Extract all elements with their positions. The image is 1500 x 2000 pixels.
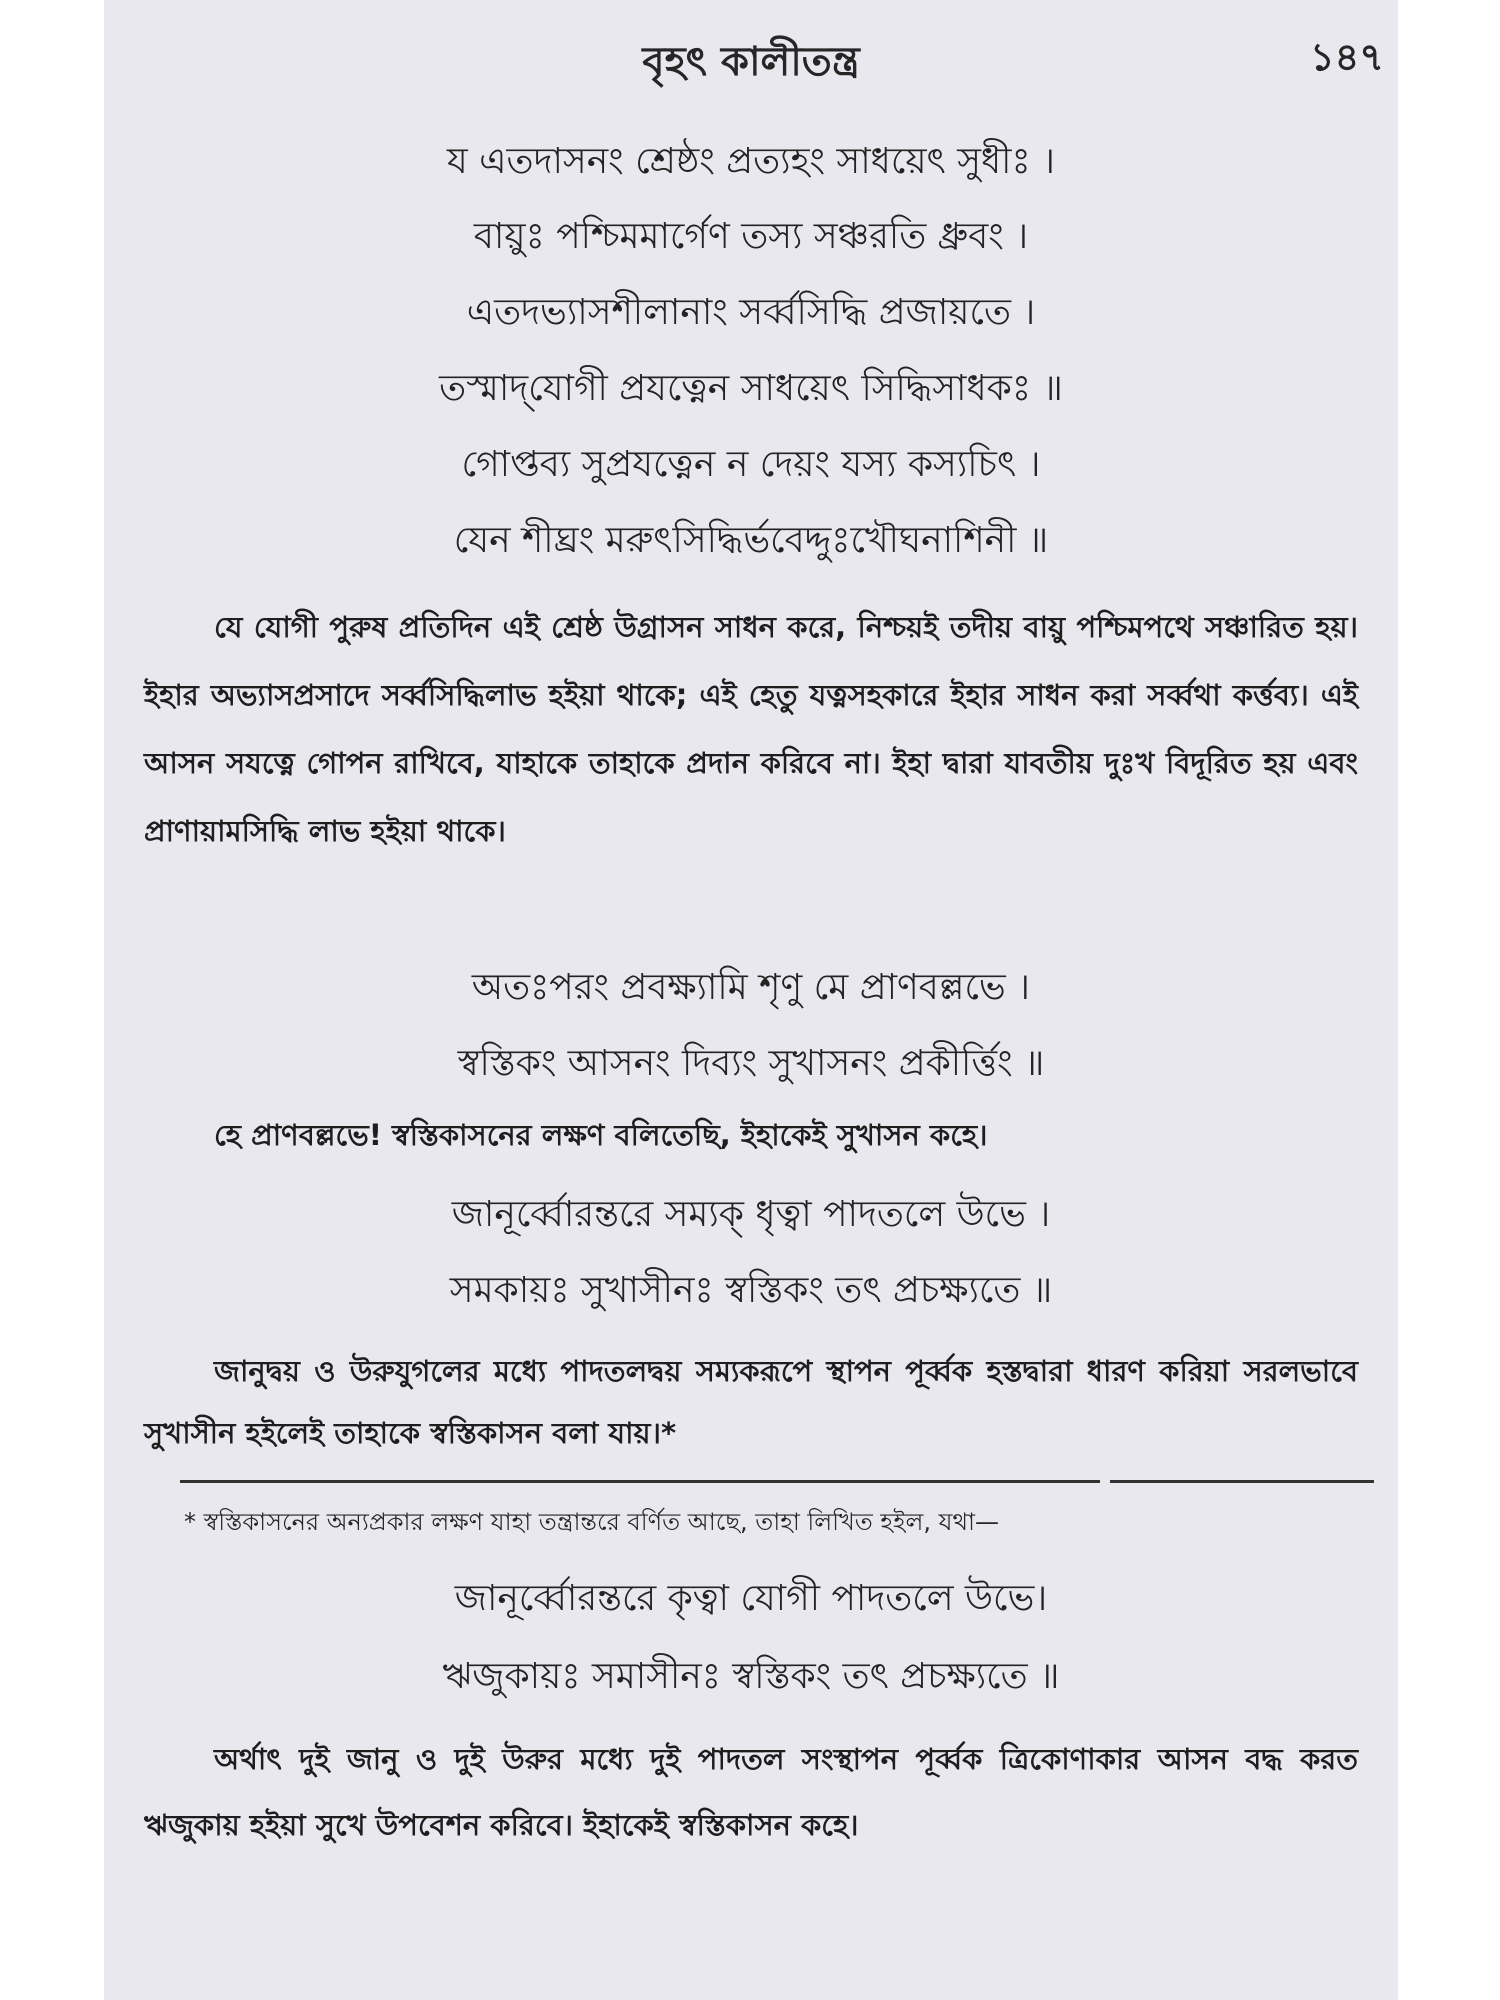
verse-line: স্বস্তিকং আসনং দিব্যং সুখাসনং প্রকীর্ত্তিং ॥ — [457, 1043, 1045, 1084]
verse-line: তস্মাদ্‌যোগী প্রযত্নেন সাধয়েৎ সিদ্ধিসাধকঃ ॥ — [439, 368, 1063, 409]
verse-line: যেন শীঘ্রং মরুৎসিদ্ধির্ভবেদ্দুঃখৌঘনাশিনী ॥ — [453, 520, 1049, 561]
verse-line: জানূর্ব্বোরন্তরে সম্যক্‌ ধৃত্বা পাদতলে উভে । — [451, 1194, 1051, 1235]
footnote-translation-paragraph: অর্থাৎ দুই জানু ও দুই উরুর মধ্যে দুই পাদতল সংস্থাপন পূর্ব্বক ত্রিকোণাকার আসন বদ্ধ করত ঋজুকায় হইয়া সুখে উপবেশন করিবে। ইহাকেই স্বস্তিকাসন কহে। — [144, 1742, 1358, 1842]
verse-line: বায়ুঃ পশ্চিমমার্গেণ তস্য সঞ্চরতি ধ্রুবং । — [473, 216, 1029, 257]
running-header-title: বৃহৎ কালীতন্ত্র — [642, 39, 860, 85]
book-page — [104, 0, 1398, 2000]
verse-line: গোপ্তব্য সুপ্রযত্নেন ন দেয়ং যস্য কস্যচিৎ । — [461, 444, 1041, 485]
verse-line: জানূর্ব্বোরন্তরে কৃত্বা যোগী পাদতলে উভে। — [454, 1578, 1048, 1619]
footnote-divider — [180, 1480, 1100, 1483]
verse-line: ঋজুকায়ঃ সমাসীনঃ স্বস্তিকং তৎ প্রচক্ষ্যতে ॥ — [442, 1656, 1060, 1697]
translation-paragraph: হে প্রাণবল্লভে! স্বস্তিকাসনের লক্ষণ বলিতেছি, ইহাকেই সুখাসন কহে। — [214, 1118, 988, 1152]
footnote-divider — [1110, 1480, 1374, 1483]
verse-line: য এতদাসনং শ্রেষ্ঠং প্রত্যহং সাধয়েৎ সুধীঃ । — [446, 141, 1055, 182]
verse-line: এতদভ্যাসশীলানাং সর্ব্বসিদ্ধি প্রজায়তে । — [466, 292, 1036, 333]
verse-line: অতঃপরং প্রবক্ষ্যামি শৃণু মে প্রাণবল্লভে । — [471, 967, 1031, 1008]
page-number: ১৪৭ — [1309, 35, 1384, 79]
verse-line: সমকায়ঃ সুখাসীনঃ স্বস্তিকং তৎ প্রচক্ষ্যতে ॥ — [449, 1270, 1053, 1311]
footnote: * স্বস্তিকাসনের অন্যপ্রকার লক্ষণ যাহা তন্ত্রান্তরে বর্ণিত আছে, তাহা লিখিত হইল, যথা— — [184, 1508, 999, 1536]
translation-paragraph: জানুদ্বয় ও উরুযুগলের মধ্যে পাদতলদ্বয় সম্যকরূপে স্থাপন পূর্ব্বক হস্তদ্বারা ধারণ করিয়া সরলভাবে সুখাসীন হইলেই তাহাকে স্বস্তিকাসন বলা যায়।* — [144, 1354, 1358, 1450]
translation-paragraph: যে যোগী পুরুষ প্রতিদিন এই শ্রেষ্ঠ উগ্রাসন সাধন করে, নিশ্চয়ই তদীয় বায়ু পশ্চিমপথে সঞ্চারিত হয়। ইহার অভ্যাসপ্রসাদে সর্ব্বসিদ্ধিলাভ হইয়া থাকে; এই হেতু যত্নসহকারে ইহার সাধন করা সর্ব্বথা কর্ত্তব্য। এই আসন সযত্নে গোপন রাখিবে, যাহাকে তাহাকে প্রদান করিবে না। ইহা দ্বারা যাবতীয় দুঃখ বিদূরিত হয় এবং প্রাণায়ামসিদ্ধি লাভ হইয়া থাকে। — [144, 610, 1358, 848]
